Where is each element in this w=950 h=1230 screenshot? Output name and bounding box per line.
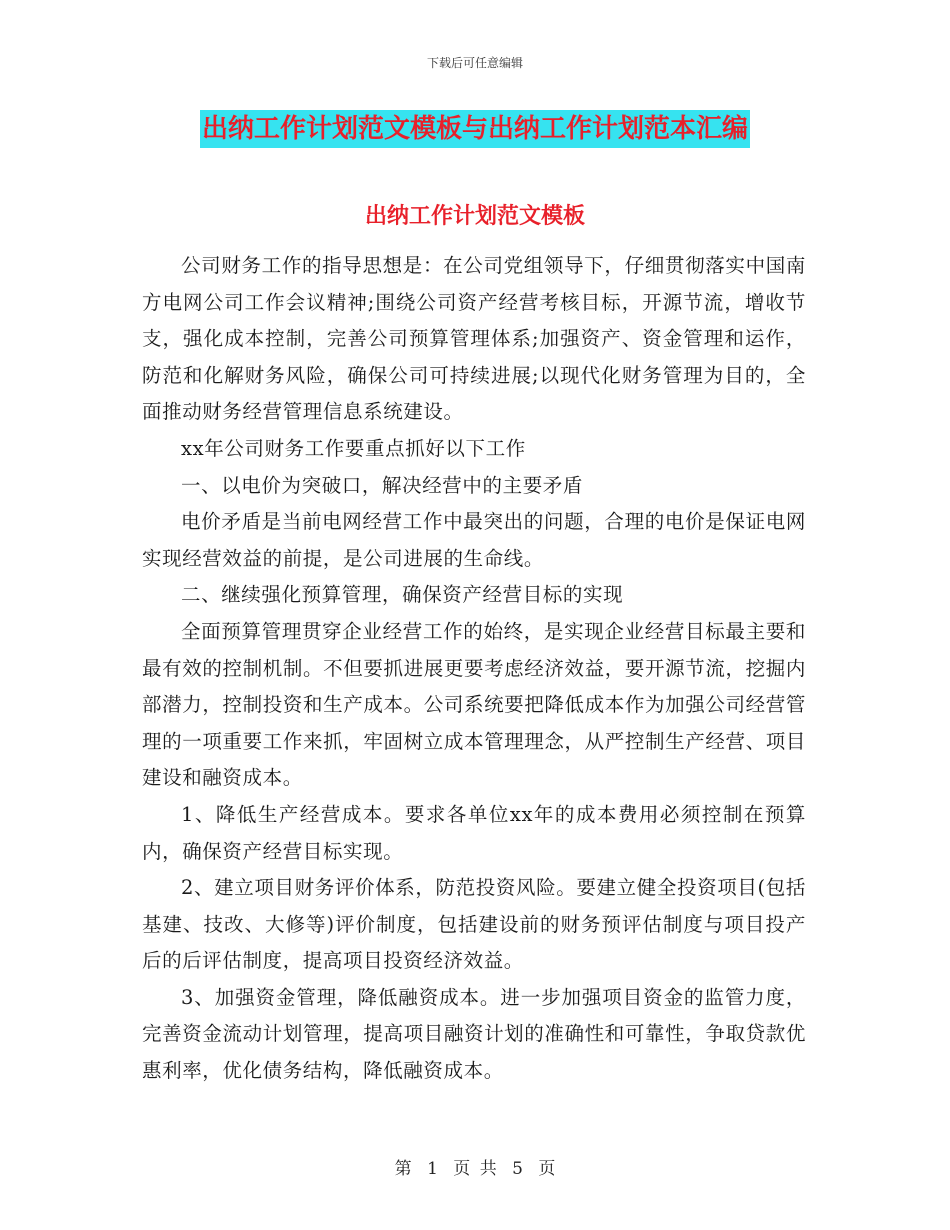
page-total: 5 bbox=[512, 1159, 523, 1179]
document-body bbox=[142, 248, 806, 1090]
document-title-text: 出纳工作计划范文模板与出纳工作计划范本汇编 bbox=[200, 110, 750, 148]
document-title bbox=[0, 110, 950, 148]
paragraph-guiding-principle: 公司财务工作的指导思想是：在公司党组领导下，仔细贯彻落实中国南方电网公司工作会议精神;围绕公司资产经营考核目标，开源节流，增收节支，强化成本控制，完善公司预算管理体系;加强资产、资金管理和运作，防范和化解财务风险，确保公司可持续进展;以现代化财务管理为目的，全面推动财务经营管理信息系统建设。 bbox=[142, 254, 806, 424]
page-footer bbox=[0, 1154, 950, 1179]
header-note: 下载后可任意编辑 bbox=[426, 56, 523, 70]
paragraph-point-1: 1、降低生产经营成本。要求各单位xx年的成本费用必须控制在预算内，确保资产经营目标实现。 bbox=[142, 802, 806, 863]
heading-item-2: 二、继续强化预算管理，确保资产经营目标的实现 bbox=[181, 583, 624, 607]
page-prefix: 第 bbox=[394, 1159, 412, 1179]
paragraph-electricity-price: 电价矛盾是当前电网经营工作中最突出的问题，合理的电价是保证电网实现经营效益的前提，是公司进展的生命线。 bbox=[142, 510, 806, 570]
paragraph-budget-management: 全面预算管理贯穿企业经营工作的始终，是实现企业经营目标最主要和最有效的控制机制。不但要抓进展更要考虑经济效益，要开源节流，挖掘内部潜力，控制投资和生产成本。公司系统要把降低成本作为加强公司经营管理的一项重要工作来抓，牢固树立成本管理理念，从严控制生产经营、项目建设和融资成本。 bbox=[142, 619, 806, 790]
paragraph-point-3: 3、加强资金管理，降低融资成本。进一步加强项目资金的监管力度，完善资金流动计划管理，提高项目融资计划的准确性和可靠性，争取贷款优惠利率，优化债务结构，降低融资成本。 bbox=[142, 985, 806, 1083]
paragraph-annual-focus: xx年公司财务工作要重点抓好以下工作 bbox=[181, 436, 526, 460]
page-middle: 页 共 bbox=[453, 1159, 497, 1179]
section-title: 出纳工作计划范文模板 bbox=[364, 203, 585, 229]
heading-item-1: 一、以电价为突破口，解决经营中的主要矛盾 bbox=[181, 473, 584, 497]
paragraph-point-2: 2、建立项目财务评价体系，防范投资风险。要建立健全投资项目(包括基建、技改、大修等)评价制度，包括建设前的财务预评估制度与项目投产后的后评估制度，提高项目投资经济效益。 bbox=[142, 876, 806, 973]
page-suffix: 页 bbox=[538, 1159, 556, 1179]
page-number: 1 bbox=[427, 1159, 438, 1179]
